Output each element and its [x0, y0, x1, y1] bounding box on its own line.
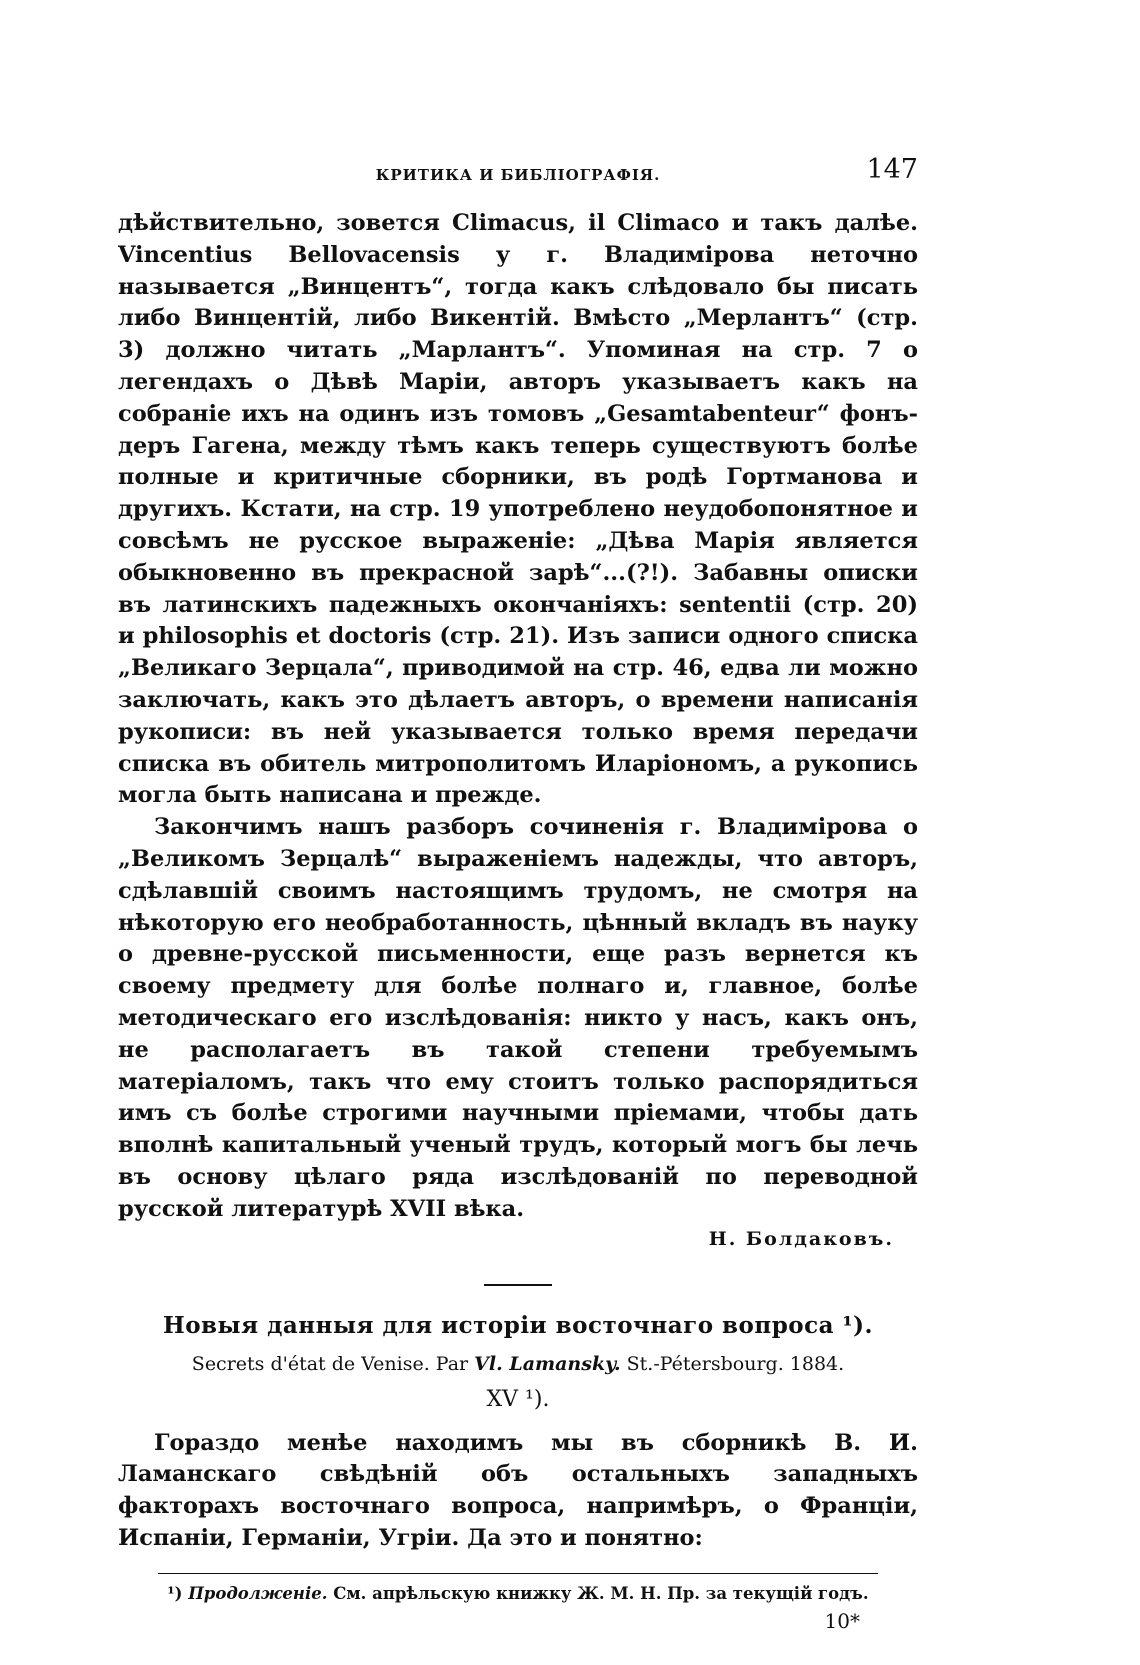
review-paragraph-2: Закончимъ нашъ разборъ сочиненія г. Владимірова о „Великомъ Зерцалѣ“ выраженіемъ надежды, что авторъ, сдѣлавшій своимъ настоящимъ трудомъ, не смотря на нѣкоторую его необработанность, цѣнный вкладъ въ науку о древне-русской письменности, еще разъ вернется къ своему предмету для болѣе полнаго и, главное, болѣе методическаго его изслѣдованія: никто у насъ, какъ онъ, не располагаетъ въ такой степени требуемымъ матеріаломъ, такъ что ему стоитъ только распорядиться имъ съ болѣе строгими научными пріемами, чтобы дать вполнѣ капитальный ученый трудъ, который могъ бы лечь въ основу цѣлаго ряда изслѣдованій по переводной русской литературѣ XVII вѣка.: [118, 814, 918, 1222]
article-paragraph: Гораздо менѣе находимъ мы въ сборникѣ В. И. Ламанскаго свѣдѣній объ остальныхъ западныхъ факторахъ восточнаго вопроса, напримѣръ, о Франціи, Испаніи, Германіи, Угріи. Да это и понятно:: [118, 1429, 918, 1551]
running-head: [118, 150, 918, 190]
article-title: Новыя данныя для исторіи восточнаго вопроса ¹).: [162, 1311, 874, 1339]
review-text: [118, 208, 918, 1226]
citation-prefix: Secrets d'état de Venise. Par: [191, 1352, 475, 1375]
article-text: [118, 1428, 918, 1555]
section-rule: [484, 1284, 552, 1286]
chapter-heading: XV ¹).: [486, 1386, 550, 1412]
footnote-text: См. апрѣльскую книжку Ж. М. Н. Пр. за текущій годъ.: [327, 1583, 869, 1603]
journal-page: [118, 150, 918, 1633]
footnote-divider: [158, 1573, 878, 1574]
page-number: 147: [866, 154, 918, 185]
review-signature: Н. Болдаковъ.: [708, 1227, 894, 1250]
citation-suffix: St.-Pétersbourg. 1884.: [620, 1352, 845, 1375]
review-paragraph-1: дѣйствительно, зовется Climacus, il Climaco и такъ далѣе. Vincentius Bellovacensis у г. Владимірова неточно называется „Винцентъ“, тогда какъ слѣдовало бы писать либо Винцентій, либо Викентій. Вмѣсто „Мерлантъ“ (стр. 3) должно читать „Марлантъ“. Упоминая на стр. 7 о легендахъ о Дѣвѣ Маріи, авторъ указываетъ какъ на собраніе ихъ на одинъ изъ томовъ „Gesamtabenteur“ фонъ-деръ Гагена, между тѣмъ какъ теперь существуютъ болѣе полные и критичные сборники, въ родѣ Гортманова и другихъ. Кстати, на стр. 19 употреблено неудобопонятное и совсѣмъ не русское выраженіе: „Дѣва Марія является обыкновенно въ прекрасной зарѣ“...(?!). Забавны описки въ латинскихъ падежныхъ окончаніяхъ: sententii (стр. 20) и philosophis et doctoris (стр. 21). Изъ записи одного списка „Великаго Зерцала“, приводимой на стр. 46, едва ли можно заключать, какъ это дѣлаетъ авторъ, о времени написанія рукописи: въ ней указывается только время передачи списка въ обитель митрополитомъ Иларіономъ, а рукопись могла быть написана и прежде.: [118, 210, 918, 809]
footnote: [118, 1584, 918, 1603]
footnote-mark: ¹): [167, 1583, 189, 1603]
printer-signature-mark: 10*: [824, 1608, 860, 1633]
citation-author: Vl. Lamansky.: [474, 1352, 621, 1375]
running-title: КРИТИКА И БИБЛІОГРАФІЯ.: [375, 166, 661, 184]
article-citation: [118, 1353, 918, 1375]
footnote-italic: Продолженіе.: [188, 1583, 328, 1603]
